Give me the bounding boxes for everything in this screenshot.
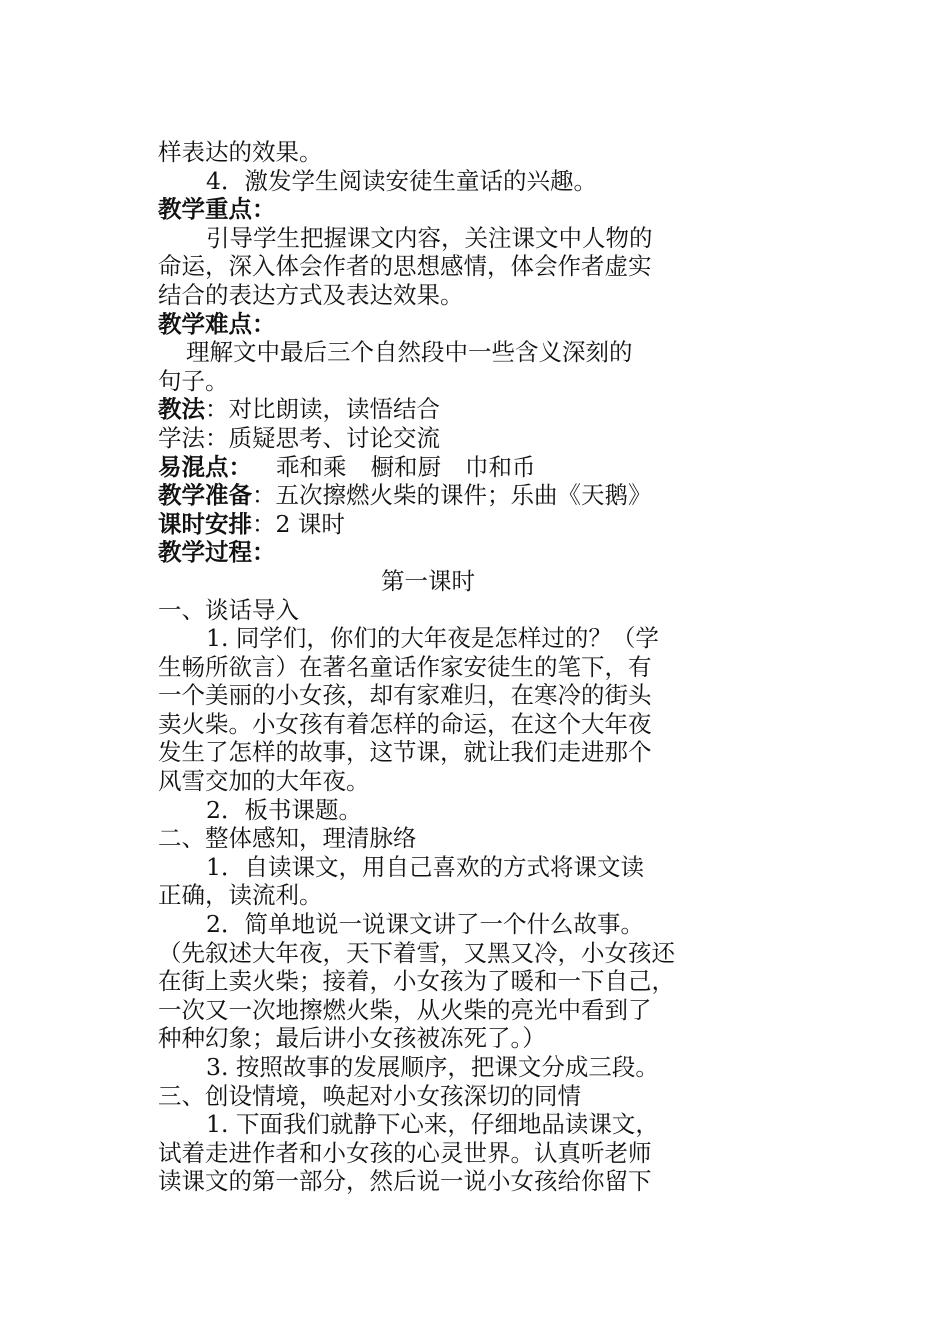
text-line: 在街上卖火柴；接着，小女孩为了暖和一下自己， (158, 967, 675, 996)
confusion-pair: 橱和厨 (370, 452, 441, 481)
document-page (158, 138, 698, 1196)
preparation-line (158, 481, 698, 510)
text-line: 1. 下面我们就静下心来，仔细地品读课文， (206, 1110, 659, 1139)
lesson-title: 第一课时 (381, 566, 475, 595)
teaching-method-label: 教法 (158, 395, 205, 424)
schedule-text: ：2 课时 (252, 509, 345, 538)
teaching-method-line (158, 395, 698, 424)
difficulty-heading: 教学难点： (158, 309, 276, 338)
confusion-pair: 乖和乘 (276, 452, 347, 481)
text-line: 发生了怎样的故事，这节课，就让我们走进那个 (158, 738, 652, 767)
key-points-heading: 教学重点： (158, 195, 276, 224)
text-line: 引导学生把握课文内容，关注课文中人物的 (206, 223, 653, 252)
text-line: 1．自读课文，用自己喜欢的方式将课文读 (206, 852, 644, 881)
section-heading: 三、创设情境，唤起对小女孩深切的同情 (158, 1081, 581, 1110)
text-line: 样表达的效果。 (158, 138, 323, 166)
text-line: 一次又一次地擦燃火柴，从火柴的亮光中看到了 (158, 995, 652, 1024)
text-line: 读课文的第一部分，然后说一说小女孩给你留下 (158, 1167, 652, 1196)
preparation-text: ：五次擦燃火柴的课件；乐曲《天鹅》 (252, 481, 652, 510)
confusion-label: 易混点： (158, 452, 252, 481)
text-line: 2．简单地说一说课文讲了一个什么故事。 (206, 910, 644, 939)
text-line: 风雪交加的大年夜。 (158, 767, 370, 796)
teaching-method-text: ：对比朗读，读悟结合 (205, 395, 440, 424)
section-heading: 一、谈话导入 (158, 595, 299, 624)
text-line: 1. 同学们，你们的大年夜是怎样过的？（学 (206, 624, 659, 653)
text-line: 一个美丽的小女孩，却有家难归，在寒冷的街头 (158, 681, 652, 710)
schedule-line (158, 510, 698, 539)
text-line: 结合的表达方式及表达效果。 (158, 280, 464, 309)
text-line: 3. 按照故事的发展顺序，把课文分成三段。 (206, 1053, 659, 1081)
text-line: 正确，读流利。 (158, 881, 323, 910)
preparation-label: 教学准备 (158, 481, 252, 510)
process-heading: 教学过程： (158, 538, 276, 567)
text-line: （先叙述大年夜，天下着雪，又黑又冷，小女孩还 (158, 938, 675, 967)
confusion-line (158, 453, 698, 482)
learning-method-line: 学法：质疑思考、讨论交流 (158, 423, 440, 452)
text-line: 命运，深入体会作者的思想感情，体会作者虚实 (158, 252, 652, 281)
text-line: 2．板书课题。 (206, 795, 362, 824)
objective-item-4: 4．激发学生阅读安徒生童话的兴趣。 (206, 166, 597, 195)
text-line: 试着走进作者和小女孩的心灵世界。认真听老师 (158, 1138, 652, 1167)
text-line: 卖火柴。小女孩有着怎样的命运，在这个大年夜 (158, 709, 652, 738)
section-heading: 二、整体感知，理清脉络 (158, 824, 417, 853)
schedule-label: 课时安排 (158, 509, 252, 538)
text-line: 理解文中最后三个自然段中一些含义深刻的 (186, 338, 633, 367)
text-line: 种种幻象；最后讲小女孩被冻死了。） (158, 1024, 546, 1053)
confusion-pair: 巾和币 (465, 452, 536, 481)
text-line: 生畅所欲言）在著名童话作家安徒生的笔下，有 (158, 652, 652, 681)
text-line: 句子。 (158, 366, 229, 395)
